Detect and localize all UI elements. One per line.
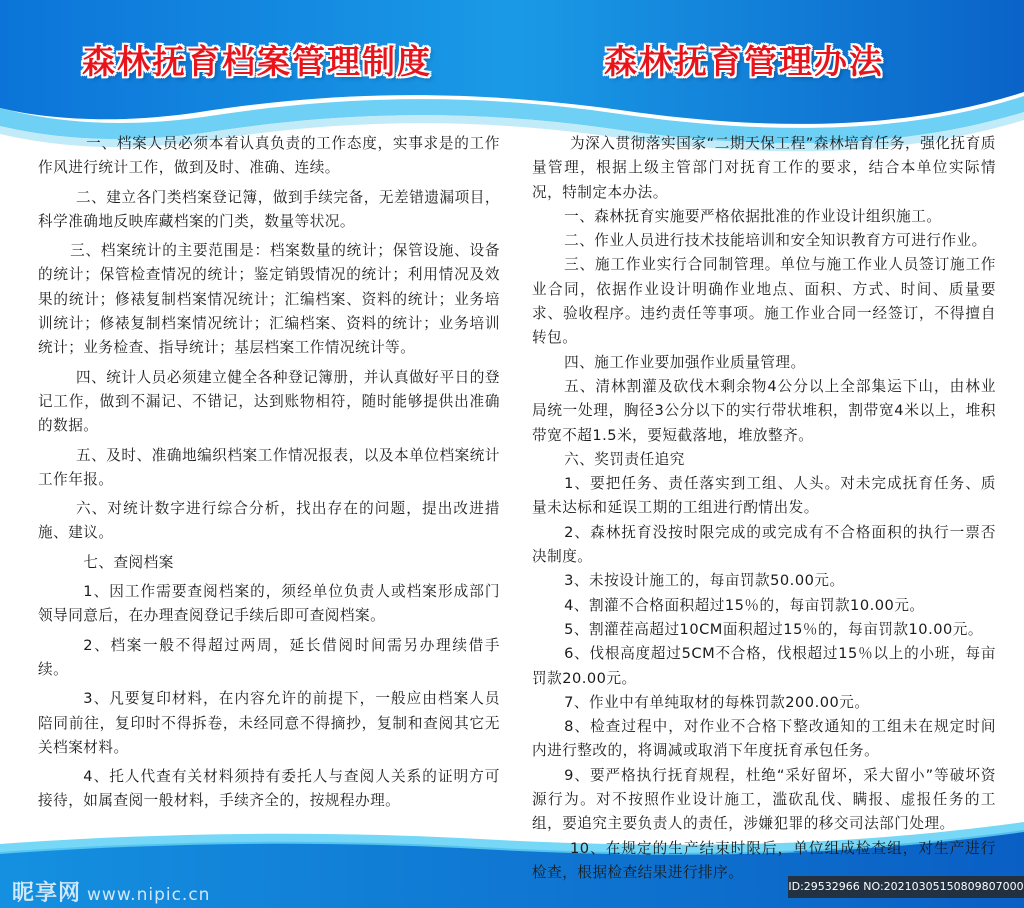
left-paragraph: 五、及时、准确地编织档案工作情况报表，以及本单位档案统计工作年报。 xyxy=(38,446,500,488)
site-watermark xyxy=(12,876,210,907)
right-paragraph: 6、伐根高度超过5CM不合格，伐根超过15％以上的小班，每亩罚款20.00元。 xyxy=(532,645,996,687)
right-paragraph: 10、在规定的生产结束时限后，单位组成检查组，对生产进行检查，根据检查结果进行排序。 xyxy=(532,839,996,881)
left-paragraph: 4、托人代查有关材料须持有委托人与查阅人关系的证明方可接待，如属查阅一般材料，手续齐全的，按规程办理。 xyxy=(38,768,500,810)
left-section-heading: 七、查阅档案 xyxy=(83,553,174,571)
image-id-label: ID:29532966 NO:20210305150809807000 xyxy=(788,876,1024,898)
right-intro-paragraph: 为深入贯彻落实国家“二期天保工程”森林培育任务，强化抚育质量管理，根据上级主管部门对抚育工作的要求，结合本单位实际情况，特制定本办法。 xyxy=(532,135,996,201)
right-paragraph: 2、森林抚育没按时限完成的或完成有不合格面积的执行一票否决制度。 xyxy=(532,523,996,566)
right-paragraph: 4、割灌不合格面积超过15％的，每亩罚款10.00元。 xyxy=(564,596,925,614)
watermark-url: www.nipic.cn xyxy=(87,885,211,905)
title-archive-management-system: 森林抚育档案管理制度 xyxy=(82,42,432,81)
watermark-brand: 昵享网 xyxy=(12,881,82,906)
left-paragraph: 2、档案一般不得超过两周，延长借阅时间需另办理续借手续。 xyxy=(38,636,500,678)
right-section-heading: 六、奖罚责任追究 xyxy=(564,450,685,468)
right-paragraph: 四、施工作业要加强作业质量管理。 xyxy=(564,353,806,371)
left-paragraph: 3、凡要复印材料，在内容允许的前提下，一般应由档案人员陪同前往，复印时不得拆卷，未经同意不得摘抄，复制和查阅其它无关档案材料。 xyxy=(38,690,500,756)
right-paragraph: 5、割灌茬高超过10CM面积超过15％的，每亩罚款10.00元。 xyxy=(564,620,983,638)
right-paragraph: 7、作业中有单纯取材的每株罚款200.00元。 xyxy=(564,693,870,711)
left-column-text xyxy=(38,132,500,814)
right-paragraph: 8、检查过程中，对作业不合格下整改通知的工组未在规定时间内进行整改的，将调减或取消下年度抚育承包任务。 xyxy=(532,718,996,760)
right-paragraph: 9、要严格执行抚育规程，杜绝“采好留坏，采大留小”等破坏资源行为。对不按照作业设计施工，滥砍乱伐、瞒报、虚报任务的工组，要追究主要负责人的责任，涉嫌犯罪的移交司法部门处理。 xyxy=(532,766,996,833)
right-paragraph: 1、要把任务、责任落实到工组、人头。对未完成抚育任务、质量未达标和延误工期的工组进行酌情出发。 xyxy=(532,475,996,517)
right-paragraph: 3、未按设计施工的，每亩罚款50.00元。 xyxy=(564,572,845,590)
right-paragraph: 一、森林抚育实施要严格依据批准的作业设计组织施工。 xyxy=(564,207,942,225)
right-paragraph: 二、作业人员进行技术技能培训和安全知识教育方可进行作业。 xyxy=(564,232,987,250)
left-paragraph: 六、对统计数字进行综合分析，找出存在的问题，提出改进措施、建议。 xyxy=(38,500,500,542)
right-column-text xyxy=(532,132,996,885)
left-paragraph: 二、建立各门类档案登记簿，做到手续完备，无差错遗漏项目，科学准确地反映库藏档案的门类，数量等状况。 xyxy=(38,188,500,230)
left-paragraph: 一、档案人员必须本着认真负责的工作态度，实事求是的工作作风进行统计工作，做到及时、准确、连续。 xyxy=(38,135,500,177)
right-paragraph: 三、施工作业实行合同制管理。单位与施工作业人员签订施工作业合同，依据作业设计明确作业地点、面积、方式、时间、质量要求、验收程序。违约责任等事项。施工作业合同一经签订，不得擅自转包。 xyxy=(532,256,996,347)
right-paragraph: 五、清林割灌及砍伐木剩余物4公分以上全部集运下山，由林业局统一处理，胸径3公分以下的实行带状堆积，割带宽4米以上，堆积带宽不超1.5米，要短截落地，堆放整齐。 xyxy=(532,377,996,444)
left-paragraph: 三、档案统计的主要范围是：档案数量的统计；保管设施、设备的统计；保管检查情况的统计；鉴定销毁情况的统计；利用情况及效果的统计；修裱复制档案情况统计；汇编档案、资料的统计；业务培训统计；修裱复制档案情况统计；汇编档案、资料的统计；业务培训统计；业务检查、指导统计；基层档案工作情况统计等。 xyxy=(38,242,500,357)
left-paragraph: 四、统计人员必须建立健全各种登记簿册，并认真做好平日的登记工作，做到不漏记、不错记，达到账物相符，随时能够提供出准确的数据。 xyxy=(38,368,500,435)
title-forest-tending-management-measures: 森林抚育管理办法 xyxy=(604,42,884,81)
left-paragraph: 1、因工作需要查阅档案的，须经单位负责人或档案形成部门领导同意后，在办理查阅登记手续后即可查阅档案。 xyxy=(38,583,500,625)
